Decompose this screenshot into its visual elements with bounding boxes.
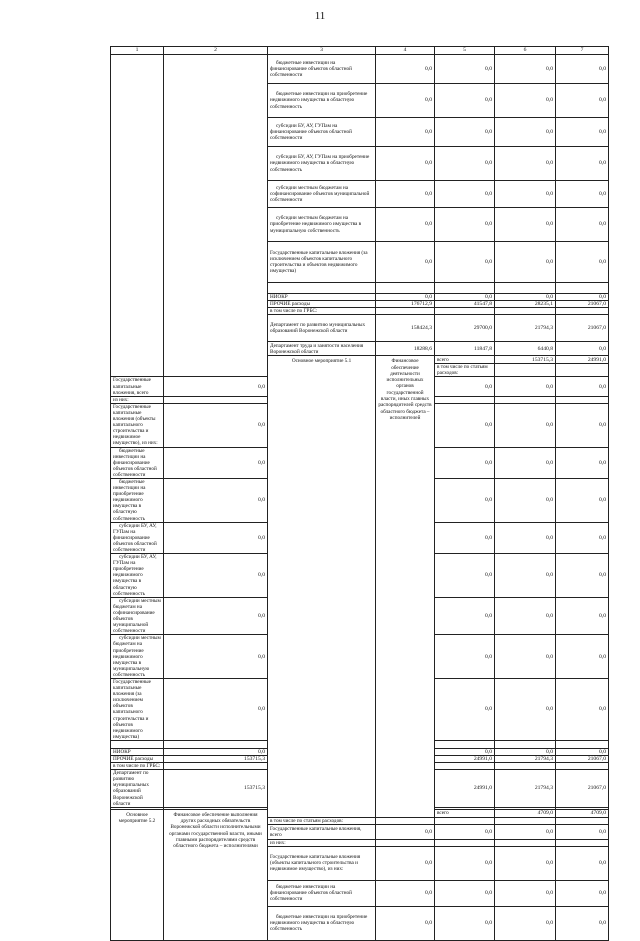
value-cell: 0,0 (435, 208, 495, 242)
value-cell: 0,0 (376, 181, 435, 208)
col-header: 7 (556, 47, 609, 55)
value-cell: 176712,9 (376, 301, 435, 308)
value-cell: 0,0 (435, 748, 495, 755)
value-cell: 29700,0 (435, 315, 495, 342)
value-cell: 11847,8 (435, 342, 495, 356)
value-cell: 153715,3 (164, 756, 268, 763)
row-label: субсидии местным бюджетам на приобретение недвижимого имущества в муниципальную собственность (268, 208, 376, 242)
table-row (111, 55, 609, 84)
row-label: всего (435, 809, 495, 817)
row-label (268, 283, 376, 294)
value-cell: 21067,0 (556, 301, 609, 308)
value-cell: 0,0 (495, 242, 556, 283)
measure-name-cell (164, 55, 268, 377)
value-cell: 28235,1 (495, 301, 556, 308)
col-header: 5 (435, 47, 495, 55)
value-cell: 0,0 (556, 597, 609, 635)
value-cell: 0,0 (376, 846, 435, 880)
value-cell: 0,0 (435, 880, 495, 906)
value-cell: 0,0 (495, 748, 556, 755)
col-header: 1 (111, 47, 164, 55)
value-cell: 158424,3 (376, 315, 435, 342)
row-label: всего (435, 356, 495, 364)
value-cell: 21067,0 (556, 756, 609, 763)
value-cell: 0,0 (495, 554, 556, 598)
value-cell: 0,0 (495, 635, 556, 679)
row-label: в том числе по ГРБС: (111, 763, 164, 770)
value-cell: 153715,3 (495, 356, 556, 364)
row-label: из них: (111, 396, 164, 403)
value-cell: 0,0 (556, 377, 609, 396)
value-cell: 21794,3 (495, 315, 556, 342)
value-cell: 0,0 (164, 678, 268, 740)
value-cell: 0,0 (495, 522, 556, 553)
row-label: НИОКР (111, 748, 164, 755)
header-row (111, 47, 609, 55)
row-label: Государственные капитальные вложения (за исключением объектов капитального строительства и объектов недвижимого имущества) (111, 678, 164, 740)
row-label (111, 740, 164, 748)
value-cell: 0,0 (435, 147, 495, 181)
row-label: Департамент труда и занятости населения Воронежской области (268, 342, 376, 356)
value-cell: 0,0 (556, 118, 609, 147)
value-cell: 0,0 (556, 208, 609, 242)
value-cell: 4709,0 (495, 809, 556, 817)
value-cell: 0,0 (556, 403, 609, 447)
value-cell: 0,0 (495, 597, 556, 635)
value-cell: 0,0 (495, 208, 556, 242)
value-cell: 0,0 (495, 181, 556, 208)
value-cell: 0,0 (556, 294, 609, 301)
value-cell: 0,0 (495, 294, 556, 301)
row-label: бюджетные инвестиции на финансирование объектов областной собственности (268, 55, 376, 84)
value-cell: 0,0 (164, 748, 268, 755)
value-cell: 0,0 (495, 824, 556, 839)
value-cell: 0,0 (435, 478, 495, 522)
value-cell: 21794,3 (495, 756, 556, 763)
value-cell: 0,0 (556, 880, 609, 906)
value-cell: 0,0 (556, 635, 609, 679)
value-cell: 0,0 (495, 84, 556, 118)
row-label: Департамент по развитию муниципальных образований Воронежской области (111, 770, 164, 808)
value-cell: 0,0 (376, 242, 435, 283)
value-cell: 0,0 (164, 403, 268, 447)
value-cell: 0,0 (376, 118, 435, 147)
row-label: Департамент по развитию муниципальных образований Воронежской области (268, 315, 376, 342)
value-cell: 0,0 (164, 447, 268, 478)
row-label: бюджетные инвестиции на финансирование объектов областной собственности (111, 447, 164, 478)
row-label: бюджетные инвестиции на приобретение недвижимого имущества в областную собственность (268, 84, 376, 118)
value-cell: 0,0 (435, 118, 495, 147)
value-cell: 0,0 (435, 824, 495, 839)
col-header: 6 (495, 47, 556, 55)
row-label: субсидии БУ, АУ, ГУПам на приобретение недвижимого имущества в областную собственность (111, 554, 164, 598)
value-cell: 0,0 (376, 294, 435, 301)
value-cell: 0,0 (435, 242, 495, 283)
value-cell: 0,0 (376, 84, 435, 118)
value-cell: 0,0 (495, 55, 556, 84)
value-cell: 21067,0 (556, 315, 609, 342)
value-cell: 4709,0 (556, 809, 609, 817)
value-cell: 0,0 (164, 522, 268, 553)
row-label: бюджетные инвестиции на приобретение недвижимого имущества в областную собственность (111, 478, 164, 522)
value-cell: 6440,8 (495, 342, 556, 356)
value-cell: 0,0 (495, 447, 556, 478)
col-header: 2 (164, 47, 268, 55)
value-cell: 0,0 (376, 55, 435, 84)
measure-code-cell (111, 55, 164, 377)
value-cell: 0,0 (556, 181, 609, 208)
value-cell: 0,0 (556, 84, 609, 118)
value-cell: 0,0 (556, 522, 609, 553)
page-number: 11 (314, 10, 326, 22)
value-cell: 0,0 (556, 447, 609, 478)
value-cell: 0,0 (435, 678, 495, 740)
value-cell: 0,0 (435, 294, 495, 301)
value-cell: 0,0 (376, 880, 435, 906)
value-cell: 0,0 (556, 147, 609, 181)
value-cell: 0,0 (376, 208, 435, 242)
value-cell: 18288,6 (376, 342, 435, 356)
col-header: 4 (376, 47, 435, 55)
row-label: Государственные капитальные вложения, всего (268, 824, 376, 839)
value-cell: 0,0 (556, 824, 609, 839)
value-cell: 0,0 (435, 181, 495, 208)
col-header: 3 (268, 47, 376, 55)
measure-name: Финансовое обеспечение деятельности исполнительных органов государственной власти, иных главных распорядителей средств областного бюджета – исполнителей (376, 356, 435, 817)
row-label: в том числе по статьям расходов: (435, 364, 495, 377)
value-cell: 0,0 (556, 342, 609, 356)
row-label: ПРОЧИЕ расходы (268, 301, 376, 308)
value-cell: 0,0 (435, 403, 495, 447)
value-cell: 0,0 (435, 906, 495, 940)
value-cell: 0,0 (495, 678, 556, 740)
value-cell: 0,0 (495, 846, 556, 880)
value-cell: 0,0 (435, 84, 495, 118)
value-cell: 0,0 (495, 147, 556, 181)
measure-code: Основное мероприятие 5.2 (111, 809, 164, 940)
value-cell: 0,0 (556, 55, 609, 84)
value-cell: 0,0 (495, 403, 556, 447)
row-label: субсидии местным бюджетам на софинансирование объектов муниципальной собственности (111, 597, 164, 635)
value-cell: 0,0 (435, 447, 495, 478)
row-label: субсидии БУ, АУ, ГУПам на финансирование объектов областной собственности (268, 118, 376, 147)
row-label: Государственные капитальные вложения (объекты капитального строительства и недвижимое имущество), из них: (111, 403, 164, 447)
value-cell: 21067,0 (556, 770, 609, 808)
value-cell: 0,0 (556, 906, 609, 940)
row-label: Государственные капитальные вложения (объекты капитального строительства и недвижимое имущество), из них: (268, 846, 376, 880)
value-cell: 24991,0 (435, 756, 495, 763)
row-label: в том числе по статьям расходов: (268, 817, 376, 824)
value-cell: 41547,8 (435, 301, 495, 308)
row-label: Государственные капитальные вложения (за исключением объектов капитального строительства и объектов недвижимого имущества) (268, 242, 376, 283)
row-label: субсидии БУ, АУ, ГУПам на финансирование объектов областной собственности (111, 522, 164, 553)
value-cell: 0,0 (376, 147, 435, 181)
value-cell: 0,0 (556, 748, 609, 755)
row-label: субсидии местным бюджетам на приобретение недвижимого имущества в муниципальную собственность (111, 635, 164, 679)
value-cell: 0,0 (376, 824, 435, 839)
value-cell: 0,0 (495, 478, 556, 522)
row-label: в том числе по ГРБС: (268, 308, 376, 315)
value-cell: 24991,0 (556, 356, 609, 364)
budget-table (110, 46, 609, 941)
row-label: НИОКР (268, 294, 376, 301)
value-cell: 0,0 (435, 554, 495, 598)
measure-name: Финансовое обеспечение выполнения других расходных обязательств Воронежской области исполнительными органами государственной власти, иными главными распорядителями средств областного бюджета – исполнителями (164, 809, 268, 940)
value-cell: 0,0 (435, 377, 495, 396)
value-cell: 0,0 (435, 55, 495, 84)
value-cell: 0,0 (495, 118, 556, 147)
value-cell: 0,0 (164, 635, 268, 679)
value-cell: 0,0 (376, 906, 435, 940)
value-cell: 0,0 (495, 906, 556, 940)
value-cell: 0,0 (164, 478, 268, 522)
value-cell: 0,0 (164, 377, 268, 396)
value-cell: 0,0 (556, 242, 609, 283)
value-cell: 0,0 (556, 846, 609, 880)
value-cell: 0,0 (495, 880, 556, 906)
row-label: субсидии БУ, АУ, ГУПам на приобретение недвижимого имущества в областную собственность (268, 147, 376, 181)
row-label: ПРОЧИЕ расходы (111, 756, 164, 763)
measure-code: Основное мероприятие 5.1 (268, 356, 376, 817)
value-cell: 153715,3 (164, 770, 268, 808)
value-cell: 0,0 (556, 478, 609, 522)
value-cell: 0,0 (164, 554, 268, 598)
value-cell: 0,0 (556, 678, 609, 740)
value-cell: 0,0 (435, 597, 495, 635)
value-cell: 0,0 (435, 522, 495, 553)
value-cell: 0,0 (435, 846, 495, 880)
value-cell: 0,0 (556, 554, 609, 598)
row-label: из них: (268, 839, 376, 846)
row-label: бюджетные инвестиции на приобретение недвижимого имущества в областную собственность (268, 906, 376, 940)
row-label: Государственные капитальные вложения, всего (111, 377, 164, 396)
value-cell: 0,0 (435, 635, 495, 679)
value-cell: 0,0 (495, 377, 556, 396)
row-label: бюджетные инвестиции на финансирование объектов областной собственности (268, 880, 376, 906)
value-cell: 21794,3 (495, 770, 556, 808)
row-label: субсидии местным бюджетам на софинансирование объектов муниципальной собственности (268, 181, 376, 208)
value-cell: 0,0 (164, 597, 268, 635)
value-cell: 24991,0 (435, 770, 495, 808)
